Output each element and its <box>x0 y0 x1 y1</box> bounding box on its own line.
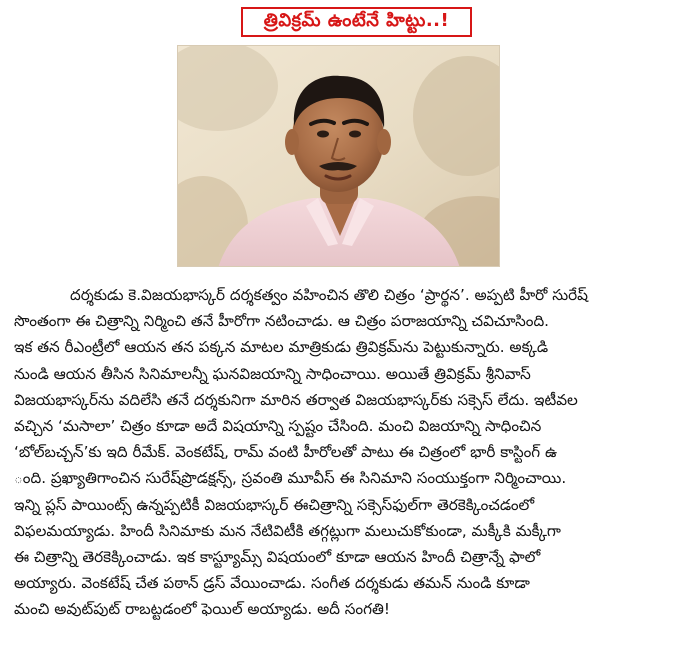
article-body <box>14 282 668 622</box>
headline-box <box>241 7 472 37</box>
article-line: ఇన్ని ప్లస్ పాయింట్స్ ఉన్నప్పటికీ విజయభాస్కర్ ఈచిత్రాన్ని సక్సెస్‌ఫుల్‌గా తెరకెక్కించడంలో <box>14 495 535 514</box>
article-line: అయ్యారు. వెంకటేష్ చేత పఠాన్ డ్రస్ వేయించాడు. సంగీత దర్శకుడు తమన్ నుండి కూడా <box>14 574 530 593</box>
article-line: మంచి అవుట్‌పుట్ రాబట్టడంలో ఫెయిల్ అయ్యాడు. అదీ సంగతి! <box>14 600 390 619</box>
article-line: ఈ చిత్రాన్ని తెరకెక్కించాడు. ఇక కాస్ట్యూమ్స్ విషయంలో కూడా ఆయన హిందీ చిత్రాన్నే ఫాలో <box>14 547 541 566</box>
article-line: ఇక తన రీఎంట్రీలో ఆయన తన పక్కన మాటల మాత్రికుడు త్రివిక్రమ్‌ను పెట్టుకున్నారు. అక్కడి <box>14 338 549 357</box>
article-line: ‘బోల్‌బచ్చన్’కు ఇది రీమేక్. వెంకటేష్, రామ్ వంటి హీరోలతో పాటు ఈ చిత్రంలో భారీ కాస్టింగ్ ఉ <box>14 443 558 462</box>
article-line: దర్శకుడు కె.విజయభాస్కర్ దర్శకత్వం వహించిన తొలి చిత్రం ‘ప్రార్థన’. అప్పటి హీరో సురేష్ <box>70 286 588 304</box>
portrait-photo-image <box>178 46 500 267</box>
article-line: విఫలమయ్యాడు. హిందీ సినిమాకు మన నేటివిటీకి తగ్గట్లుగా మలుచుకోకుండా, మక్కీకి మక్కీగా <box>14 521 561 540</box>
article-line: నుండి ఆయన తీసిన సినిమాలన్నీ ఘనవిజయాన్ని సాధించాయి. అయితే త్రివిక్రమ్ శ్రీనివాస్ <box>14 364 531 383</box>
article-line: సొంతంగా ఈ చిత్రాన్ని నిర్మించి తనే హీరోగా నటించాడు. ఆ చిత్రం పరాజయాన్ని చవిచూసింది. <box>14 312 549 331</box>
headline-title: త్రివిక్రమ్ ఉంటేనే హిట్టు..! <box>263 9 450 31</box>
article-line: వచ్చిన ‘మసాలా’ చిత్రం కూడా అదే విషయాన్ని స్పష్టం చేసింది. మంచి విజయాన్ని సాధించిన <box>14 416 542 435</box>
article-line: ంది. ప్రఖ్యాతిగాంచిన సురేష్‌ప్రొడక్షన్స్, స్రవంతి మూవీస్ ఈ సినిమాని సంయుక్తంగా నిర్మించాయి. <box>14 469 567 488</box>
article-photo <box>177 45 500 267</box>
article-line: విజయభాస్కర్‌ను వదిలేసి తనే దర్శకునిగా మారిన తర్వాత విజయభాస్కర్‌కు సక్సెస్ లేదు. ఇటీవల <box>14 390 578 409</box>
